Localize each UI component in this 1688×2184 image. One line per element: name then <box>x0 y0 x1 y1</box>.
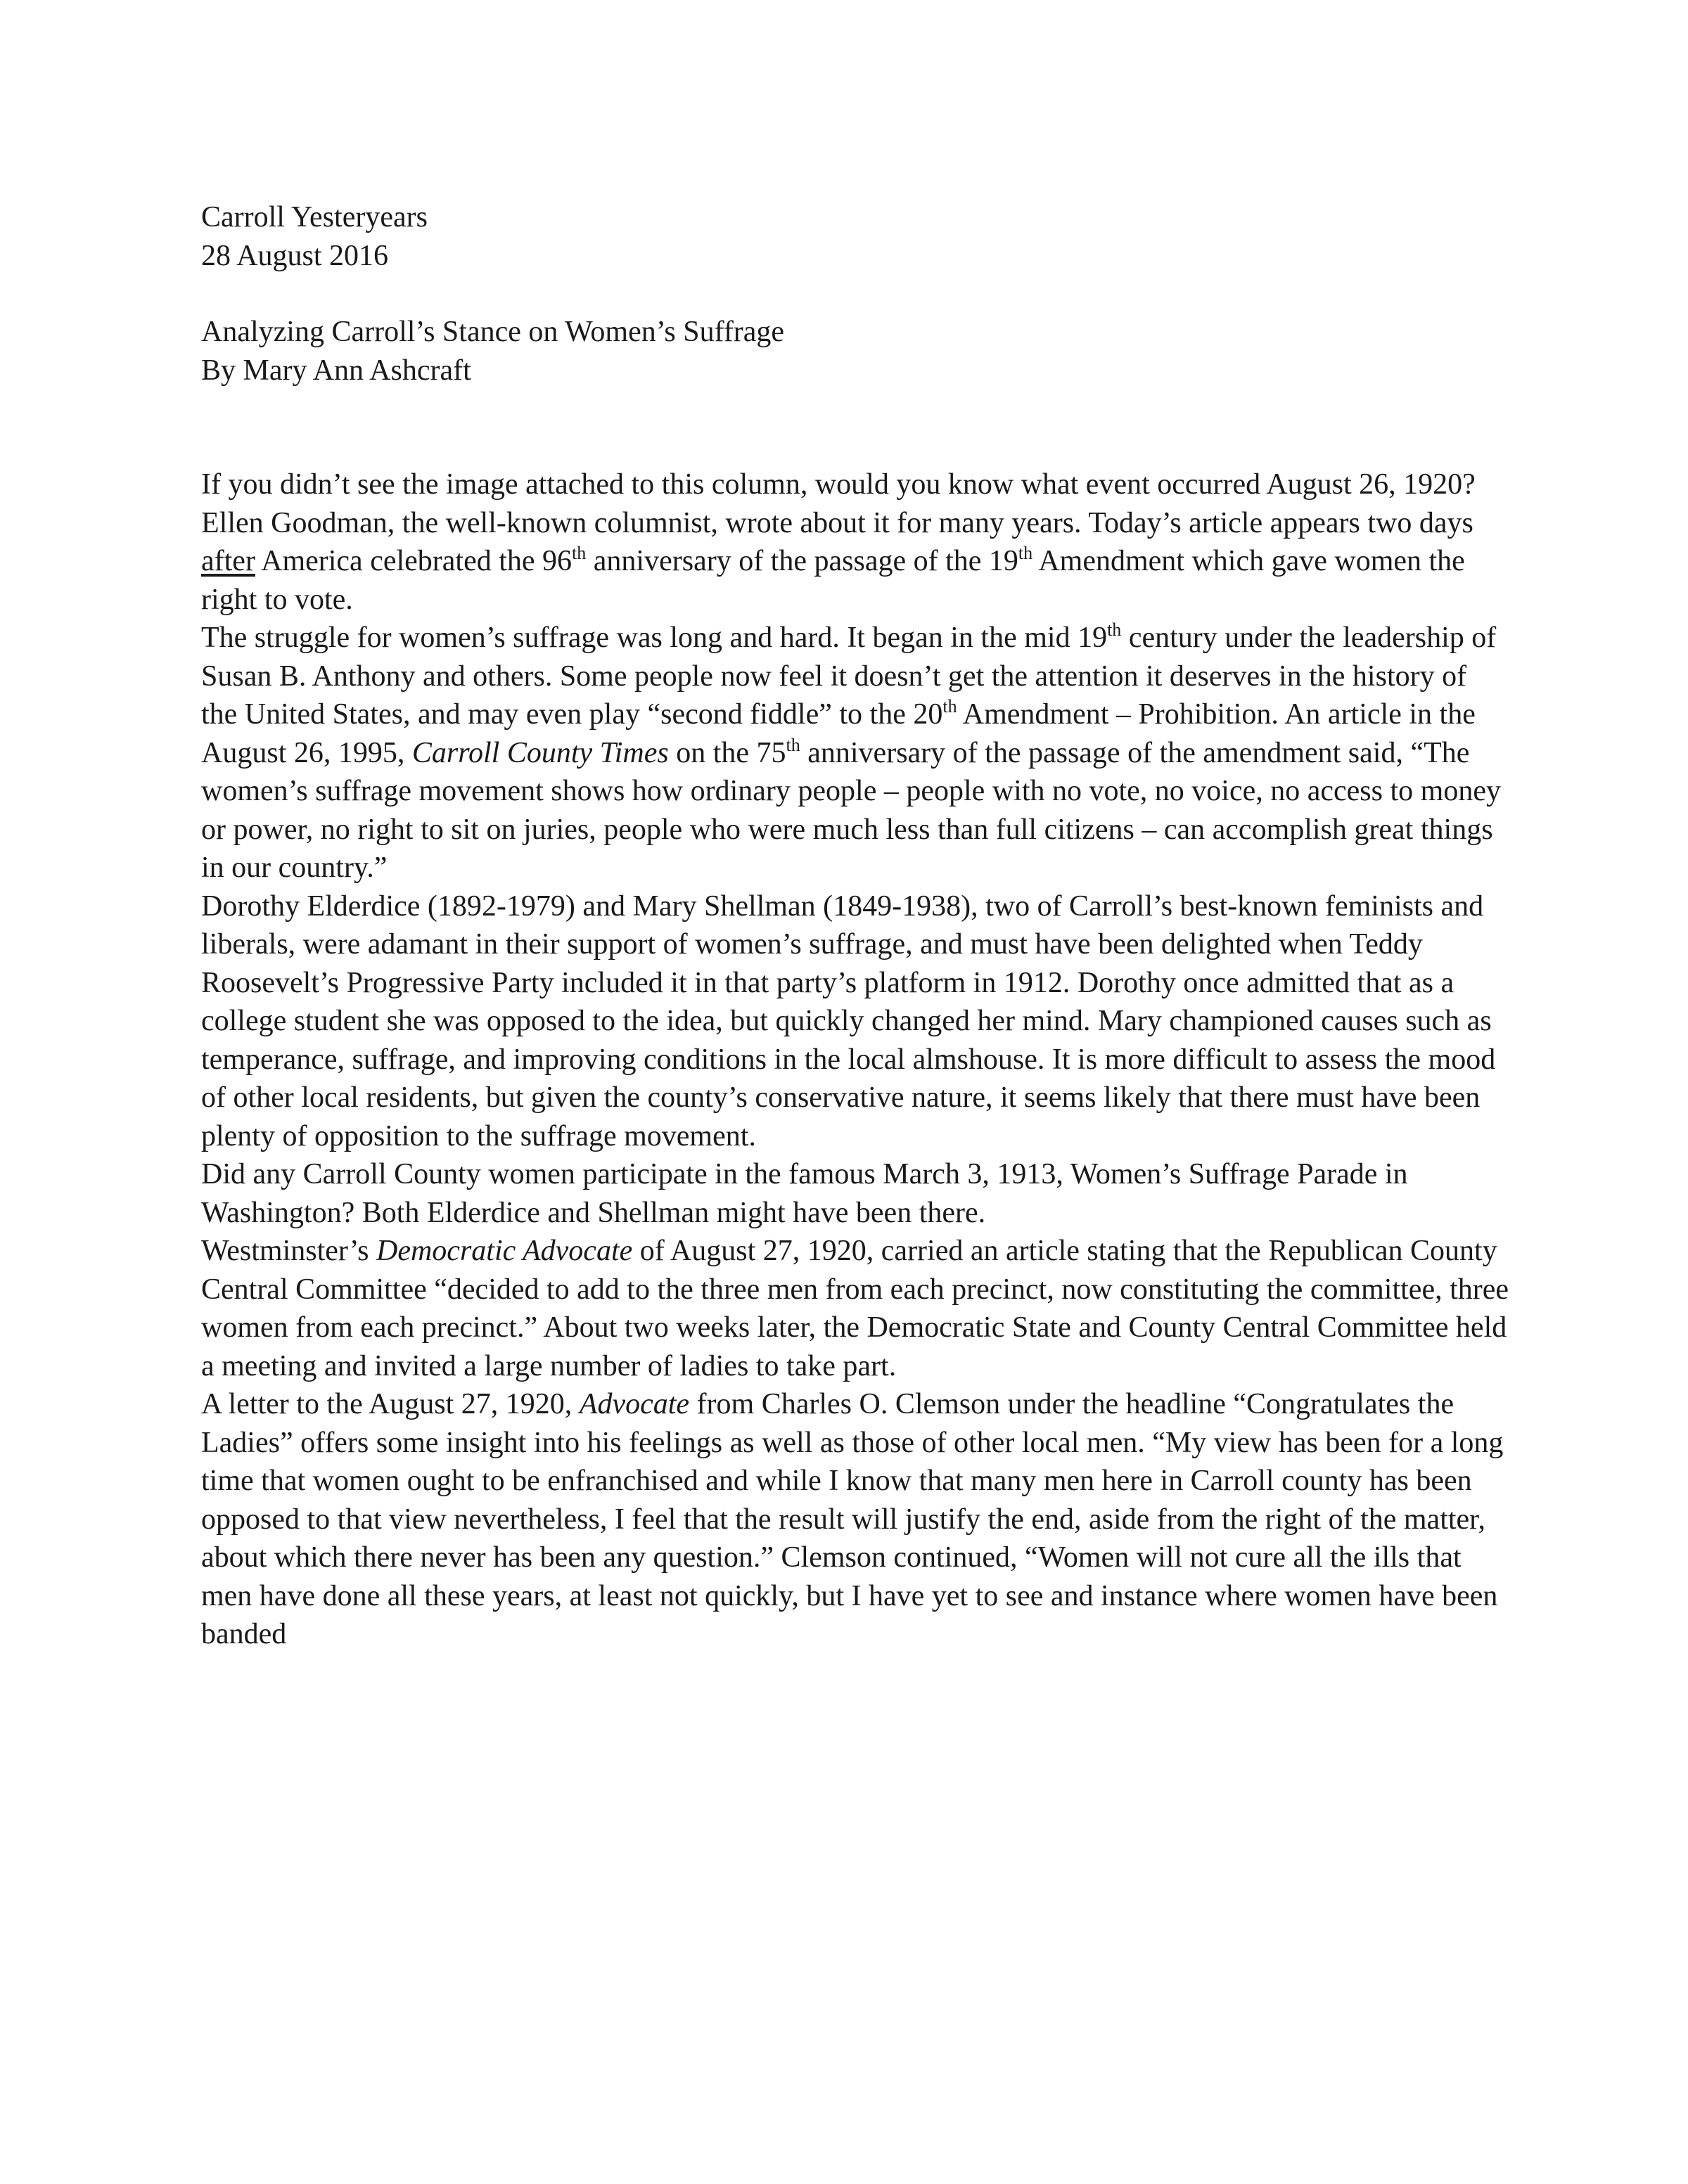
document-body <box>201 198 1509 1654</box>
paragraph-3: Dorothy Elderdice (1892-1979) and Mary Shellman (1849-1938), two of Carroll’s best-known feminists and liberals, were adamant in their support of women’s suffrage, and must have been delighted when Teddy Roosevelt’s Progressive Party included it in that party’s platform in 1912. Dorothy once admitted that as a college student she was opposed to the idea, but quickly changed her mind. Mary championed causes such as temperance, suffrage, and improving conditions in the local almshouse. It is more difficult to assess the mood of other local residents, but given the county’s conservative nature, it seems likely that there must have been plenty of opposition to the suffrage movement. <box>201 889 1496 1152</box>
paragraph-5 <box>201 1232 1509 1385</box>
underlined-text: after <box>201 545 255 577</box>
text-run: A letter to the August 27, 1920, <box>201 1388 580 1420</box>
text-run: from Charles O. Clemson under the headline “Congratulates the Ladies” offers some insight into his feelings as well as those of other local men. “My view has been for a long time that women ought to be enfranchised and while I know that many men here in Carroll county has been opposed to that view nevertheless, I feel that the result will justify the end, aside from the right of the matter, about which there never has been any question.” Clemson continued, “Women will not cure all the ills that men have done all these years, at least not quickly, but I have yet to see and instance where women have been banded <box>201 1388 1504 1650</box>
text-run: If you didn’t see the image attached to this column, would you know what event occurred August 26, 1920? Ellen Goodman, the well-known columnist, wrote about it for many years. Today’s article appears two days <box>201 468 1476 539</box>
text-run: century under the leadership of Susan B. Anthony and others. Some people now feel it doesn’t get the attention it deserves in the history of the United States, and may even play “second fiddle” to the 20 <box>201 622 1497 731</box>
text-run: Westminster’s <box>201 1235 376 1267</box>
text-run: on the 75 <box>668 736 786 769</box>
paragraph-6 <box>201 1385 1509 1654</box>
column-name: Carroll Yesteryears <box>201 201 428 233</box>
italic-publication-name: Democratic Advocate <box>376 1235 633 1267</box>
superscript: th <box>942 696 957 717</box>
text-run: of August 27, 1920, carried an article stating that the Republican County Central Committee “decided to add to the three men from each precinct, now constituting the committee, three women from each precinct.” About two weeks later, the Democratic State and County Central Committee held a meeting and invited a large number of ladies to take part. <box>201 1235 1509 1382</box>
text-run: Amendment which gave women the right to vote. <box>201 545 1465 616</box>
article-title: Analyzing Carroll’s Stance on Women’s Suffrage <box>201 316 785 348</box>
text-run: anniversary of the passage of the 19 <box>586 545 1018 577</box>
text-run: The struggle for women’s suffrage was long and hard. It began in the mid 19 <box>201 622 1108 654</box>
superscript: th <box>1018 543 1033 563</box>
superscript: th <box>572 543 587 563</box>
superscript: th <box>786 734 800 755</box>
paragraph-2 <box>201 619 1509 887</box>
publication-date: 28 August 2016 <box>201 239 389 272</box>
superscript: th <box>1107 619 1122 640</box>
spacer <box>201 275 1509 313</box>
text-run: anniversary of the passage of the amendment said, “The women’s suffrage movement shows how ordinary people – people with no vote, no voice, no access to money or power, no right to sit on juries, people who were much less than full citizens – can accomplish great things in our country.” <box>201 736 1501 884</box>
byline: By Mary Ann Ashcraft <box>201 354 471 387</box>
spacer <box>201 390 1509 465</box>
italic-publication-name: Advocate <box>579 1388 690 1420</box>
text-run: Amendment – Prohibition. An article in the August 26, 1995, <box>201 698 1476 769</box>
italic-publication-name: Carroll County Times <box>411 736 669 769</box>
paragraph-4: Did any Carroll County women participate in the famous March 3, 1913, Women’s Suffrage Parade in Washington? Both Elderdice and Shellman might have been there. <box>201 1158 1408 1229</box>
text-run: America celebrated the 96 <box>255 545 573 577</box>
paragraph-1 <box>201 465 1509 619</box>
